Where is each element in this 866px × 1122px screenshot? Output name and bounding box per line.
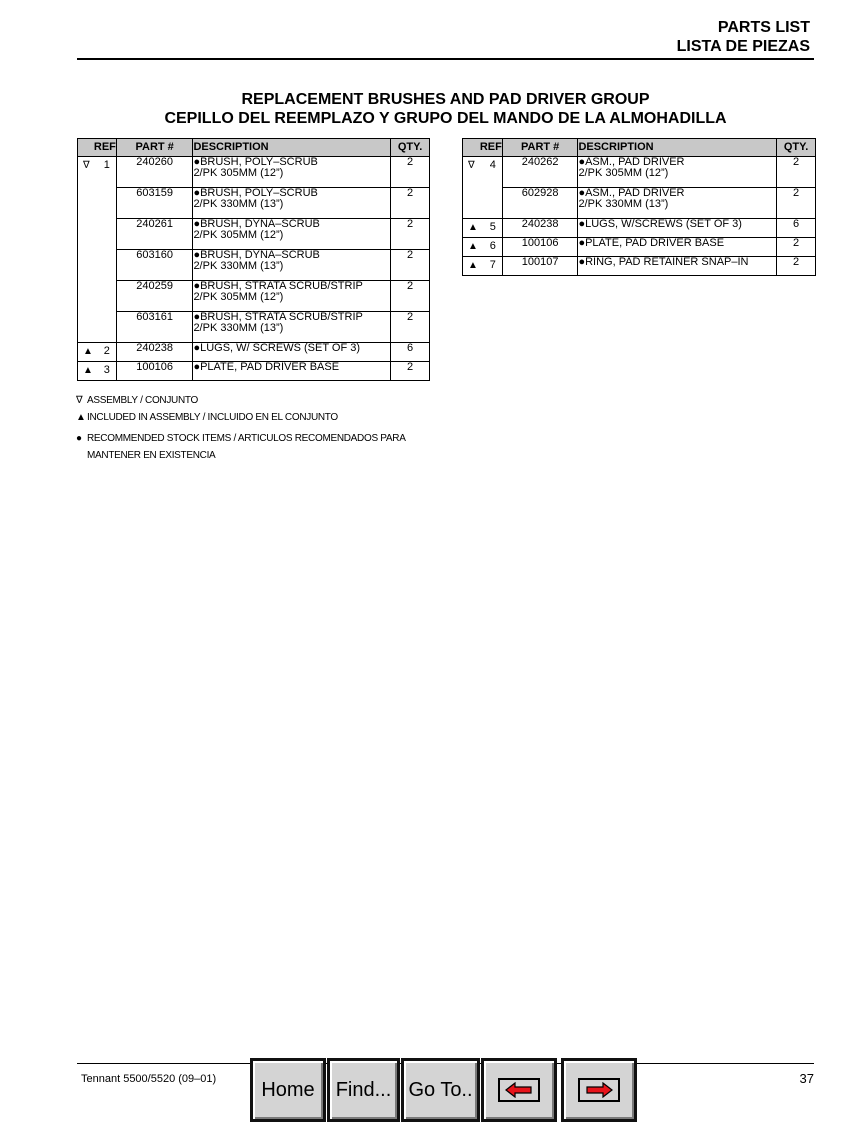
left-arrow-icon [505, 1082, 533, 1098]
header-title-en: PARTS LIST [717, 19, 810, 36]
part-number: 240262 [502, 157, 578, 188]
ref-cell [78, 157, 117, 343]
included-symbol-icon: ▲ [83, 365, 93, 376]
page-number: 37 [799, 1071, 814, 1086]
table-row [463, 157, 816, 188]
ref-number: 4 [489, 159, 496, 171]
ref-cell [463, 157, 503, 219]
table-row [463, 238, 816, 257]
quantity: 2 [777, 157, 816, 188]
header-qty: QTY. [777, 139, 816, 157]
part-number: 100106 [116, 362, 193, 381]
description-line: ●BRUSH, DYNA–SCRUB [193, 218, 320, 230]
description [193, 343, 391, 362]
description-size: 2/PK 330MM (13”) [193, 198, 284, 210]
description-line: ●PLATE, PAD DRIVER BASE [578, 237, 725, 249]
table-header-row [78, 139, 430, 157]
header-divider [77, 58, 814, 60]
header-part: PART # [116, 139, 193, 157]
legend-included [76, 409, 406, 426]
previous-page-button[interactable] [481, 1058, 557, 1122]
ref-cell [463, 219, 503, 238]
part-number: 240260 [116, 157, 193, 188]
description-line: ●BRUSH, STRATA SCRUB/STRIP [193, 311, 363, 323]
ref-number: 2 [103, 345, 110, 357]
group-title [77, 90, 814, 128]
description-line: ●RING, PAD RETAINER SNAP–IN [578, 256, 749, 268]
header-description: DESCRIPTION [193, 139, 391, 157]
description-line: ●ASM., PAD DRIVER [578, 156, 685, 168]
quantity: 2 [391, 281, 430, 312]
description-size: 2/PK 305MM (12”) [193, 291, 284, 303]
description-size: 2/PK 305MM (12”) [578, 167, 669, 179]
description [578, 188, 777, 219]
header-part: PART # [502, 139, 578, 157]
ref-cell [78, 343, 117, 362]
legend-recommended [76, 430, 406, 447]
ref-number: 7 [489, 259, 496, 271]
group-title-en: REPLACEMENT BRUSHES AND PAD DRIVER GROUP [241, 91, 650, 108]
legend-text: INCLUDED IN ASSEMBLY / INCLUIDO EN EL CONJUNTO [87, 412, 338, 423]
table-row [78, 362, 430, 381]
description-line: ●BRUSH, DYNA–SCRUB [193, 249, 320, 261]
parts-table-right [462, 138, 816, 276]
part-number: 602928 [502, 188, 578, 219]
description [193, 157, 391, 188]
header-ref: REF [78, 139, 117, 157]
quantity: 2 [777, 238, 816, 257]
included-symbol-icon: ▲ [468, 241, 478, 252]
table-row [78, 281, 430, 312]
assembly-symbol-icon: ∇ [76, 395, 83, 406]
description-size: 2/PK 330MM (13”) [193, 260, 284, 272]
ref-number: 6 [489, 240, 496, 252]
description-size: 2/PK 305MM (12”) [193, 229, 284, 241]
description-line: ●LUGS, W/ SCREWS (SET OF 3) [193, 342, 361, 354]
description-size: 2/PK 305MM (12”) [193, 167, 284, 179]
table-row [78, 250, 430, 281]
included-symbol-icon: ▲ [83, 346, 93, 357]
description [193, 188, 391, 219]
legend-recommended-cont [76, 447, 406, 464]
description-line: ●PLATE, PAD DRIVER BASE [193, 361, 340, 373]
description [193, 250, 391, 281]
parts-table-left [77, 138, 430, 381]
legend-text: MANTENER EN EXISTENCIA [87, 450, 216, 461]
description [193, 362, 391, 381]
bullet-icon: ● [76, 433, 82, 444]
quantity: 2 [391, 157, 430, 188]
description [578, 238, 777, 257]
description [578, 219, 777, 238]
part-number: 603161 [116, 312, 193, 343]
table-header-row [463, 139, 816, 157]
part-number: 240238 [502, 219, 578, 238]
right-arrow-icon [585, 1082, 613, 1098]
table-row [78, 157, 430, 188]
description-line: ●BRUSH, STRATA SCRUB/STRIP [193, 280, 363, 292]
part-number: 240261 [116, 219, 193, 250]
quantity: 2 [391, 219, 430, 250]
quantity: 6 [777, 219, 816, 238]
goto-button[interactable]: Go To.. [401, 1058, 480, 1122]
find-button[interactable]: Find... [327, 1058, 400, 1122]
home-button[interactable]: Home [250, 1058, 326, 1122]
quantity: 2 [391, 188, 430, 219]
description-line: ●ASM., PAD DRIVER [578, 187, 685, 199]
quantity: 2 [391, 250, 430, 281]
footer-model: Tennant 5500/5520 (09–01) [81, 1073, 217, 1085]
table-row [463, 257, 816, 276]
legend [76, 392, 406, 464]
quantity: 6 [391, 343, 430, 362]
legend-text: RECOMMENDED STOCK ITEMS / ARTICULOS RECOMENDADOS PARA [87, 433, 406, 444]
table-row [463, 188, 816, 219]
table-row [78, 188, 430, 219]
table-row [78, 312, 430, 343]
included-symbol-icon: ▲ [468, 222, 478, 233]
ref-number: 1 [103, 159, 110, 171]
part-number: 240259 [116, 281, 193, 312]
description [193, 312, 391, 343]
ref-cell [463, 257, 503, 276]
description [193, 219, 391, 250]
included-symbol-icon: ▲ [468, 260, 478, 271]
header-title-es: LISTA DE PIEZAS [676, 38, 810, 55]
header-qty: QTY. [391, 139, 430, 157]
ref-number: 5 [489, 221, 496, 233]
ref-cell [463, 238, 503, 257]
quantity: 2 [777, 257, 816, 276]
description [578, 257, 777, 276]
quantity: 2 [777, 188, 816, 219]
description-line: ●BRUSH, POLY–SCRUB [193, 187, 318, 199]
assembly-symbol-icon: ∇ [468, 160, 475, 171]
ref-number: 3 [103, 364, 110, 376]
description [193, 281, 391, 312]
header-ref: REF [463, 139, 503, 157]
description-line: ●BRUSH, POLY–SCRUB [193, 156, 318, 168]
table-row [78, 343, 430, 362]
page-header [677, 18, 810, 56]
quantity: 2 [391, 312, 430, 343]
included-symbol-icon: ▲ [76, 412, 86, 423]
part-number: 100107 [502, 257, 578, 276]
description-size: 2/PK 330MM (13”) [193, 322, 284, 334]
assembly-symbol-icon: ∇ [83, 160, 90, 171]
part-number: 240238 [116, 343, 193, 362]
ref-cell [78, 362, 117, 381]
description [578, 157, 777, 188]
part-number: 100106 [502, 238, 578, 257]
quantity: 2 [391, 362, 430, 381]
description-line: ●LUGS, W/SCREWS (SET OF 3) [578, 218, 742, 230]
legend-assembly [76, 392, 406, 409]
part-number: 603159 [116, 188, 193, 219]
table-row [463, 219, 816, 238]
group-title-es: CEPILLO DEL REEMPLAZO Y GRUPO DEL MANDO DE LA ALMOHADILLA [164, 110, 727, 127]
description-size: 2/PK 330MM (13”) [578, 198, 669, 210]
part-number: 603160 [116, 250, 193, 281]
table-row [78, 219, 430, 250]
next-page-button[interactable] [561, 1058, 637, 1122]
legend-text: ASSEMBLY / CONJUNTO [87, 395, 198, 406]
header-description: DESCRIPTION [578, 139, 777, 157]
